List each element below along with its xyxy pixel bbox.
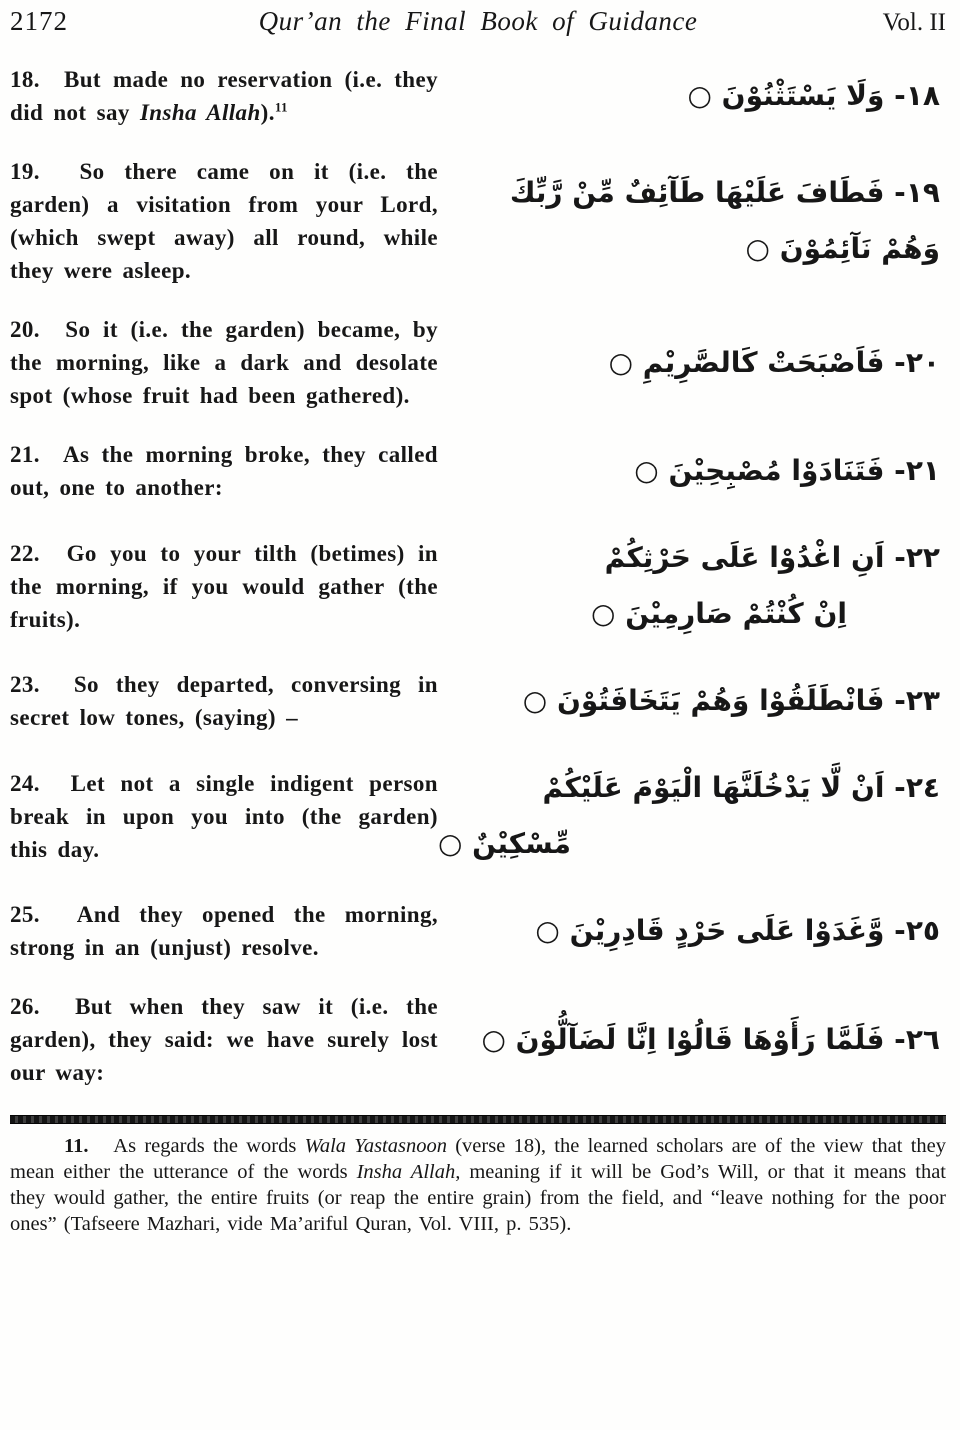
arabic-line: ١٨- وَلَا يَسْتَثْنُوْنَ ○ [687,79,940,112]
verse-18-arabic [438,68,946,124]
verse-text-segment: 25. And they opened the morning, strong in an (unjust) resolve. [10,902,438,960]
footnote-segment: meaning if it will be God’s Will, or that it means that they would gather, the entire fruits (or reap the entire grain) from the field, and “leave nothing for the poor ones” (Tafseere Mazhari, vide Ma’ariful Quran, Vol. VIII, p. 535). [10,1161,946,1235]
verse-text-segment: Insha Allah [139,100,261,125]
arabic-line: ٢١- فَتَنَادَوْا مُصْبِحِيْنَ ○ [634,454,940,487]
arabic-line: مِّسْكِيْنٌ ○ [438,827,571,860]
verse-25-english [10,898,438,964]
verse-text-segment: 11 [274,99,288,115]
verse-22-english [10,537,438,636]
verse-26-arabic [438,1012,946,1068]
arabic-line: ٢٠- فَاَصْبَحَتْ كَالصَّرِيْمِ ○ [608,345,940,379]
verse-text-segment: 24. Let not a single indigent person break in upon you into (the garden) this day. [10,770,438,862]
footnote-segment: Insha Allah, [356,1161,461,1183]
verse-21-english [10,438,438,504]
page-header [10,4,946,37]
verse-text-segment: 22. Go you to your tilth (betimes) in the morning, if you would gather (the fruits). [10,540,438,632]
verse-22-row [10,530,946,642]
verse-19-english [10,155,438,287]
verse-text-segment: 20. So it (i.e. the garden) became, by the morning, like a dark and desolate spot (whose fruit had been gathered). [10,317,438,408]
verse-text-segment: 21. As the morning broke, they called out, one to another: [10,442,438,500]
volume-label: Vol. II [882,9,946,36]
verse-23-row [10,668,946,734]
verse-25-row [10,898,946,964]
verse-26-row [10,990,946,1089]
arabic-line: ٢٤- اَنْ لَّا يَدْخُلَنَّهَا الْيَوْمَ عَلَيْكُمْ [542,771,940,804]
footnote-segment: Wala Yastasnoon [304,1135,447,1157]
verse-text-segment: 23. So they departed, conversing in secret low tones, (saying) – [10,672,438,730]
verse-20-row [10,313,946,412]
verse-23-arabic [438,673,946,729]
arabic-line: ٢٢- اَنِ اغْدُوْا عَلَى حَرْثِكُمْ [604,541,940,574]
footnote-number: 11. [64,1135,89,1157]
verse-18-english [10,63,438,129]
footnote-segment: (verse 18), the learned scholars are of the view that they mean either the utterance of the words [10,1135,946,1183]
verse-23-english [10,668,438,734]
verse-text-segment: 26. But when they saw it (i.e. the garden), they said: we have surely lost our way: [10,994,438,1085]
arabic-line: ٢٣- فَانْطَلَقُوْا وَهُمْ يَتَخَافَتُوْنَ ○ [522,684,940,717]
verse-19-arabic [438,165,946,277]
verse-24-arabic [438,760,946,872]
verse-25-arabic [438,903,946,959]
verse-text-segment: ). [260,100,275,125]
arabic-line: ٢٦- فَلَمَّا رَأَوْهَا قَالُوْا اِنَّا لَضَآلُّوْنَ ○ [481,1022,940,1056]
verse-24-english [10,767,438,866]
verse-21-row [10,438,946,504]
verse-text-segment: 18. But made no reservation (i.e. they did not say [10,67,438,125]
verses-container [10,63,946,1089]
footnote-divider [10,1115,946,1124]
verse-19-row [10,155,946,287]
verse-26-english [10,990,438,1089]
verse-24-row [10,760,946,872]
verse-20-arabic [438,335,946,391]
verse-18-row [10,63,946,129]
arabic-line: اِنْ كُنْتُمْ صَارِمِيْنَ ○ [591,597,847,630]
verse-text-segment: 19. So there came on it (i.e. the garden) a visitation from your Lord, (which swept away) all round, while they were asleep. [10,159,438,283]
verse-20-english [10,313,438,412]
footnote-segment: As regards the words [88,1135,305,1157]
arabic-line: وَهُمْ نَآئِمُوْنَ ○ [745,232,940,265]
page-number: 2172 [10,6,68,36]
arabic-line: ٢٥- وَّغَدَوْا عَلَى حَرْدٍ قَادِرِيْنَ ○ [535,914,940,947]
page-title: Qur’an the Final Book of Guidance [258,6,698,36]
arabic-line: ١٩- فَطَافَ عَلَيْهَا طَآئِفٌ مِّنْ رَّبِّكَ [509,176,940,209]
verse-22-arabic [438,530,946,642]
footnote [10,1133,946,1237]
verse-21-arabic [438,443,946,499]
